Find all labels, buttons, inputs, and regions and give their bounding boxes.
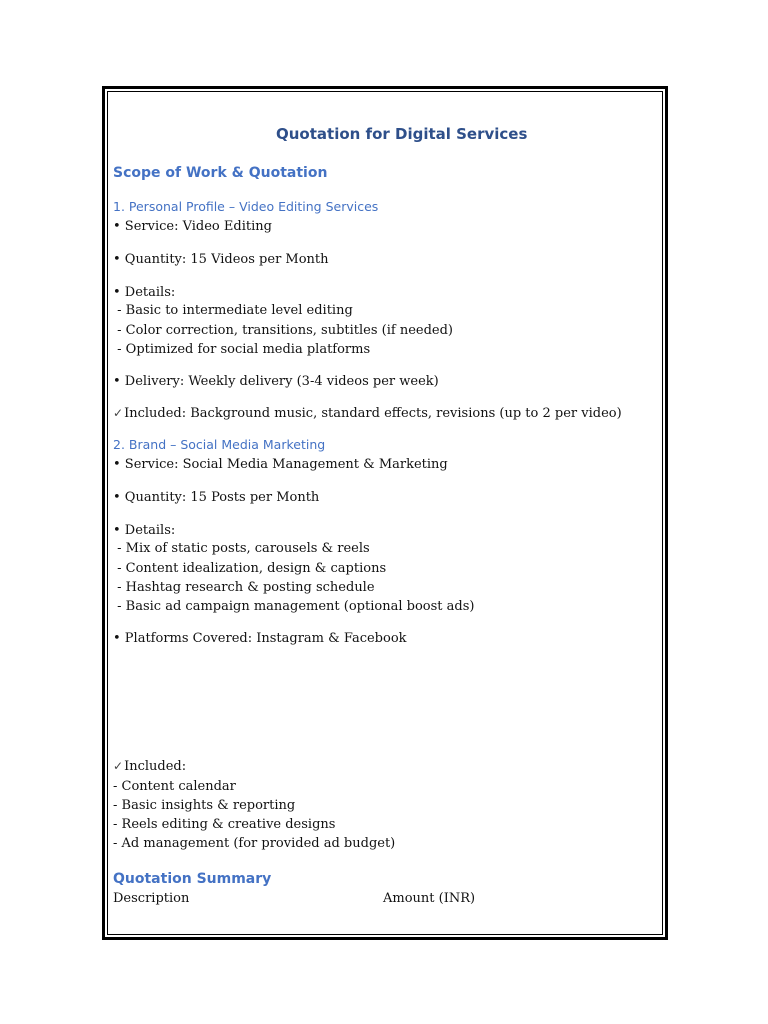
section2-included-item: - Basic insights & reporting <box>113 798 296 813</box>
section2-included-label <box>113 760 186 773</box>
section1-detail-item: - Optimized for social media platforms <box>113 342 371 357</box>
section2-detail-item: - Hashtag research & posting schedule <box>113 580 375 595</box>
section1-heading: 1. Personal Profile – Video Editing Services <box>113 199 379 214</box>
summary-col-amount: Amount (INR) <box>383 891 476 906</box>
summary-heading: Quotation Summary <box>113 871 272 887</box>
section1-included-text: Included: Background music, standard effects, revisions (up to 2 per video) <box>124 406 622 421</box>
section2-detail-item: - Mix of static posts, carousels & reels <box>113 541 370 556</box>
section2-included-item: - Ad management (for provided ad budget) <box>113 836 396 851</box>
scope-heading: Scope of Work & Quotation <box>113 165 328 181</box>
section2-platforms: • Platforms Covered: Instagram & Facebook <box>113 631 407 646</box>
summary-col-description: Description <box>113 891 190 906</box>
section1-delivery: • Delivery: Weekly delivery (3-4 videos per week) <box>113 374 439 389</box>
section2-detail-item: - Content idealization, design & captions <box>113 561 387 576</box>
section1-service: • Service: Video Editing <box>113 219 272 234</box>
section2-quantity: • Quantity: 15 Posts per Month <box>113 490 320 505</box>
section2-included-item: - Reels editing & creative designs <box>113 817 336 832</box>
section2-included-text: Included: <box>124 759 187 774</box>
section2-included-item: - Content calendar <box>113 779 236 794</box>
section2-detail-item: - Basic ad campaign management (optional boost ads) <box>113 599 475 614</box>
section1-detail-item: - Color correction, transitions, subtitles (if needed) <box>113 323 453 338</box>
section1-detail-item: - Basic to intermediate level editing <box>113 303 353 318</box>
document-title: Quotation for Digital Services <box>276 125 528 143</box>
section1-details-label: • Details: <box>113 285 176 300</box>
check-icon: ✓ <box>113 759 124 773</box>
section2-details-label: • Details: <box>113 523 176 538</box>
check-icon: ✓ <box>113 406 124 420</box>
section1-included <box>113 407 622 420</box>
section1-quantity: • Quantity: 15 Videos per Month <box>113 252 329 267</box>
section2-heading: 2. Brand – Social Media Marketing <box>113 437 326 452</box>
section2-service: • Service: Social Media Management & Marketing <box>113 457 448 472</box>
